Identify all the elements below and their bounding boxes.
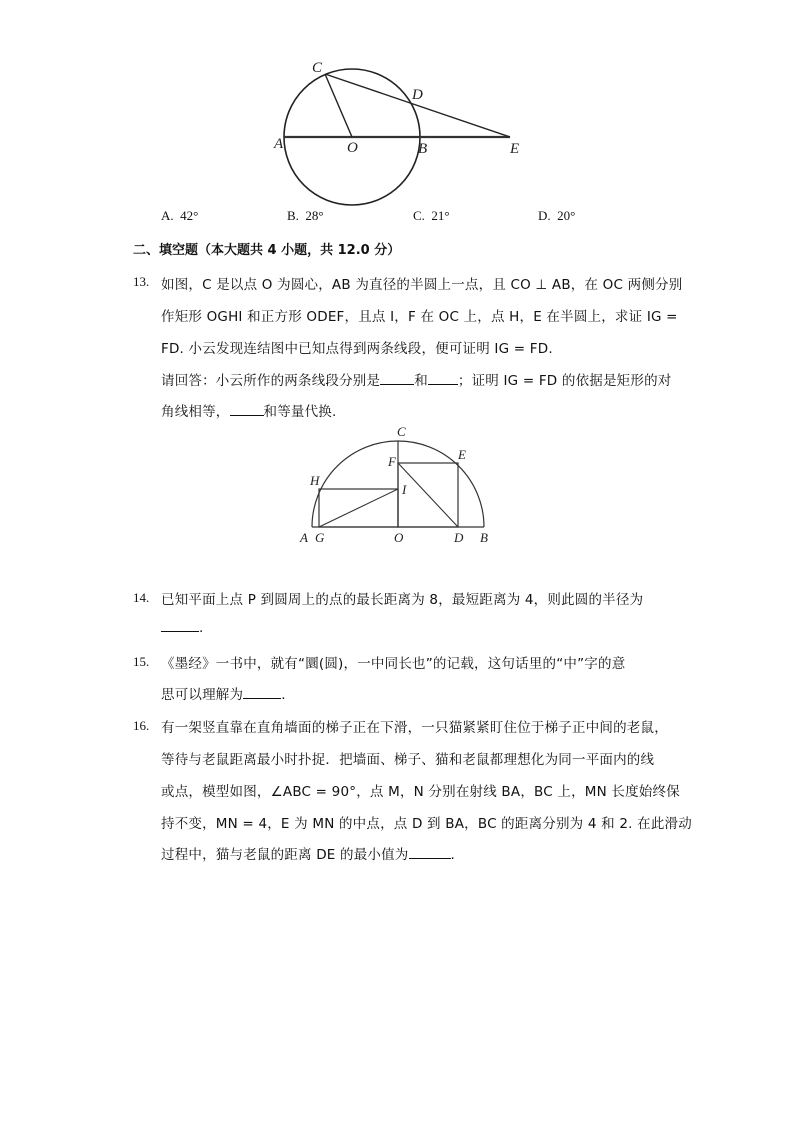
label-b: B — [418, 141, 428, 157]
q16-line-2: 等待与老鼠距离最小时扑捉．把墙面、梯子、猫和老鼠都理想化为同一平面内的线 — [161, 752, 655, 768]
label-d: D — [412, 87, 423, 103]
q13-line-1: 如图，C 是以点 O 为圆心，AB 为直径的半圆上一点，且 CO ⊥ AB，在 OC 两侧分别 — [161, 277, 683, 293]
label-a: A — [300, 530, 308, 545]
q16-line-4: 持不变，MN = 4，E 为 MN 的中点，点 D 到 BA，BC 的距离分别为 4 和 2. 在此滑动 — [161, 816, 692, 832]
label-c: C — [397, 424, 406, 439]
label-f: F — [388, 454, 396, 469]
answer-blank[interactable] — [230, 403, 264, 416]
choice-b[interactable]: B. 28° — [287, 208, 324, 223]
label-a: A — [274, 136, 284, 152]
q13-line-3: FD. 小云发现连结图中已知点得到两条线段，便可证明 IG = FD. — [161, 341, 553, 357]
answer-blank[interactable] — [380, 372, 414, 385]
label-g: G — [315, 530, 325, 545]
line-co — [325, 74, 352, 137]
label-o: O — [347, 140, 358, 156]
section-title: 二、填空题（本大题共 4 小题，共 12.0 分） — [133, 243, 401, 258]
q14-line-1: 已知平面上点 P 到圆周上的点的最长距离为 8，最短距离为 4，则此圆的半径为 — [161, 592, 644, 608]
choice-c[interactable]: C. 21° — [413, 208, 450, 223]
segment-fd — [398, 463, 458, 527]
choice-a[interactable]: A. 42° — [161, 208, 199, 223]
q16-line-5: 过程中，猫与老鼠的距离 DE 的最小值为 . — [161, 847, 456, 863]
choice-d[interactable]: D. 20° — [538, 208, 576, 223]
label-c: C — [312, 60, 323, 76]
label-e: E — [510, 141, 520, 157]
line-ce — [325, 74, 510, 137]
q13-number: 13. — [133, 274, 150, 289]
answer-blank[interactable] — [161, 619, 199, 632]
segment-ig — [319, 489, 398, 527]
answer-blank[interactable] — [243, 686, 281, 699]
figure-semicircle — [298, 422, 498, 546]
label-e: E — [458, 447, 466, 462]
q14-line-2: . — [161, 619, 204, 636]
label-b: B — [480, 530, 488, 545]
label-d: D — [454, 530, 464, 545]
q16-number: 16. — [133, 718, 150, 733]
label-h: H — [310, 473, 320, 488]
label-o: O — [394, 530, 404, 545]
q16-line-1: 有一架竖直靠在直角墙面的梯子正在下滑，一只猫紧紧盯住位于梯子正中间的老鼠， — [161, 720, 668, 736]
figure-circle-secant — [270, 55, 530, 215]
q13-line-2: 作矩形 OGHI 和正方形 ODEF，且点 I，F 在 OC 上，点 H，E 在半圆上，求证 IG = — [161, 309, 678, 325]
q13-line-4: 请回答：小云所作的两条线段分别是 和 ；证明 IG = FD 的依据是矩形的对 — [161, 373, 672, 389]
q15-line-2: 思可以理解为 . — [161, 687, 286, 703]
label-i: I — [402, 482, 407, 497]
q15-line-1: 《墨经》一书中，就有“圜(圆)，一中同长也”的记载，这句话里的“中”字的意 — [161, 656, 626, 672]
q14-number: 14. — [133, 590, 150, 605]
answer-blank[interactable] — [428, 372, 458, 385]
q15-number: 15. — [133, 654, 150, 669]
q13-line-5: 角线相等， 和等量代换. — [161, 404, 337, 420]
answer-blank[interactable] — [409, 846, 451, 859]
q16-line-3: 或点，模型如图，∠ABC = 90°，点 M，N 分别在射线 BA，BC 上，MN 长度始终保 — [161, 784, 680, 800]
